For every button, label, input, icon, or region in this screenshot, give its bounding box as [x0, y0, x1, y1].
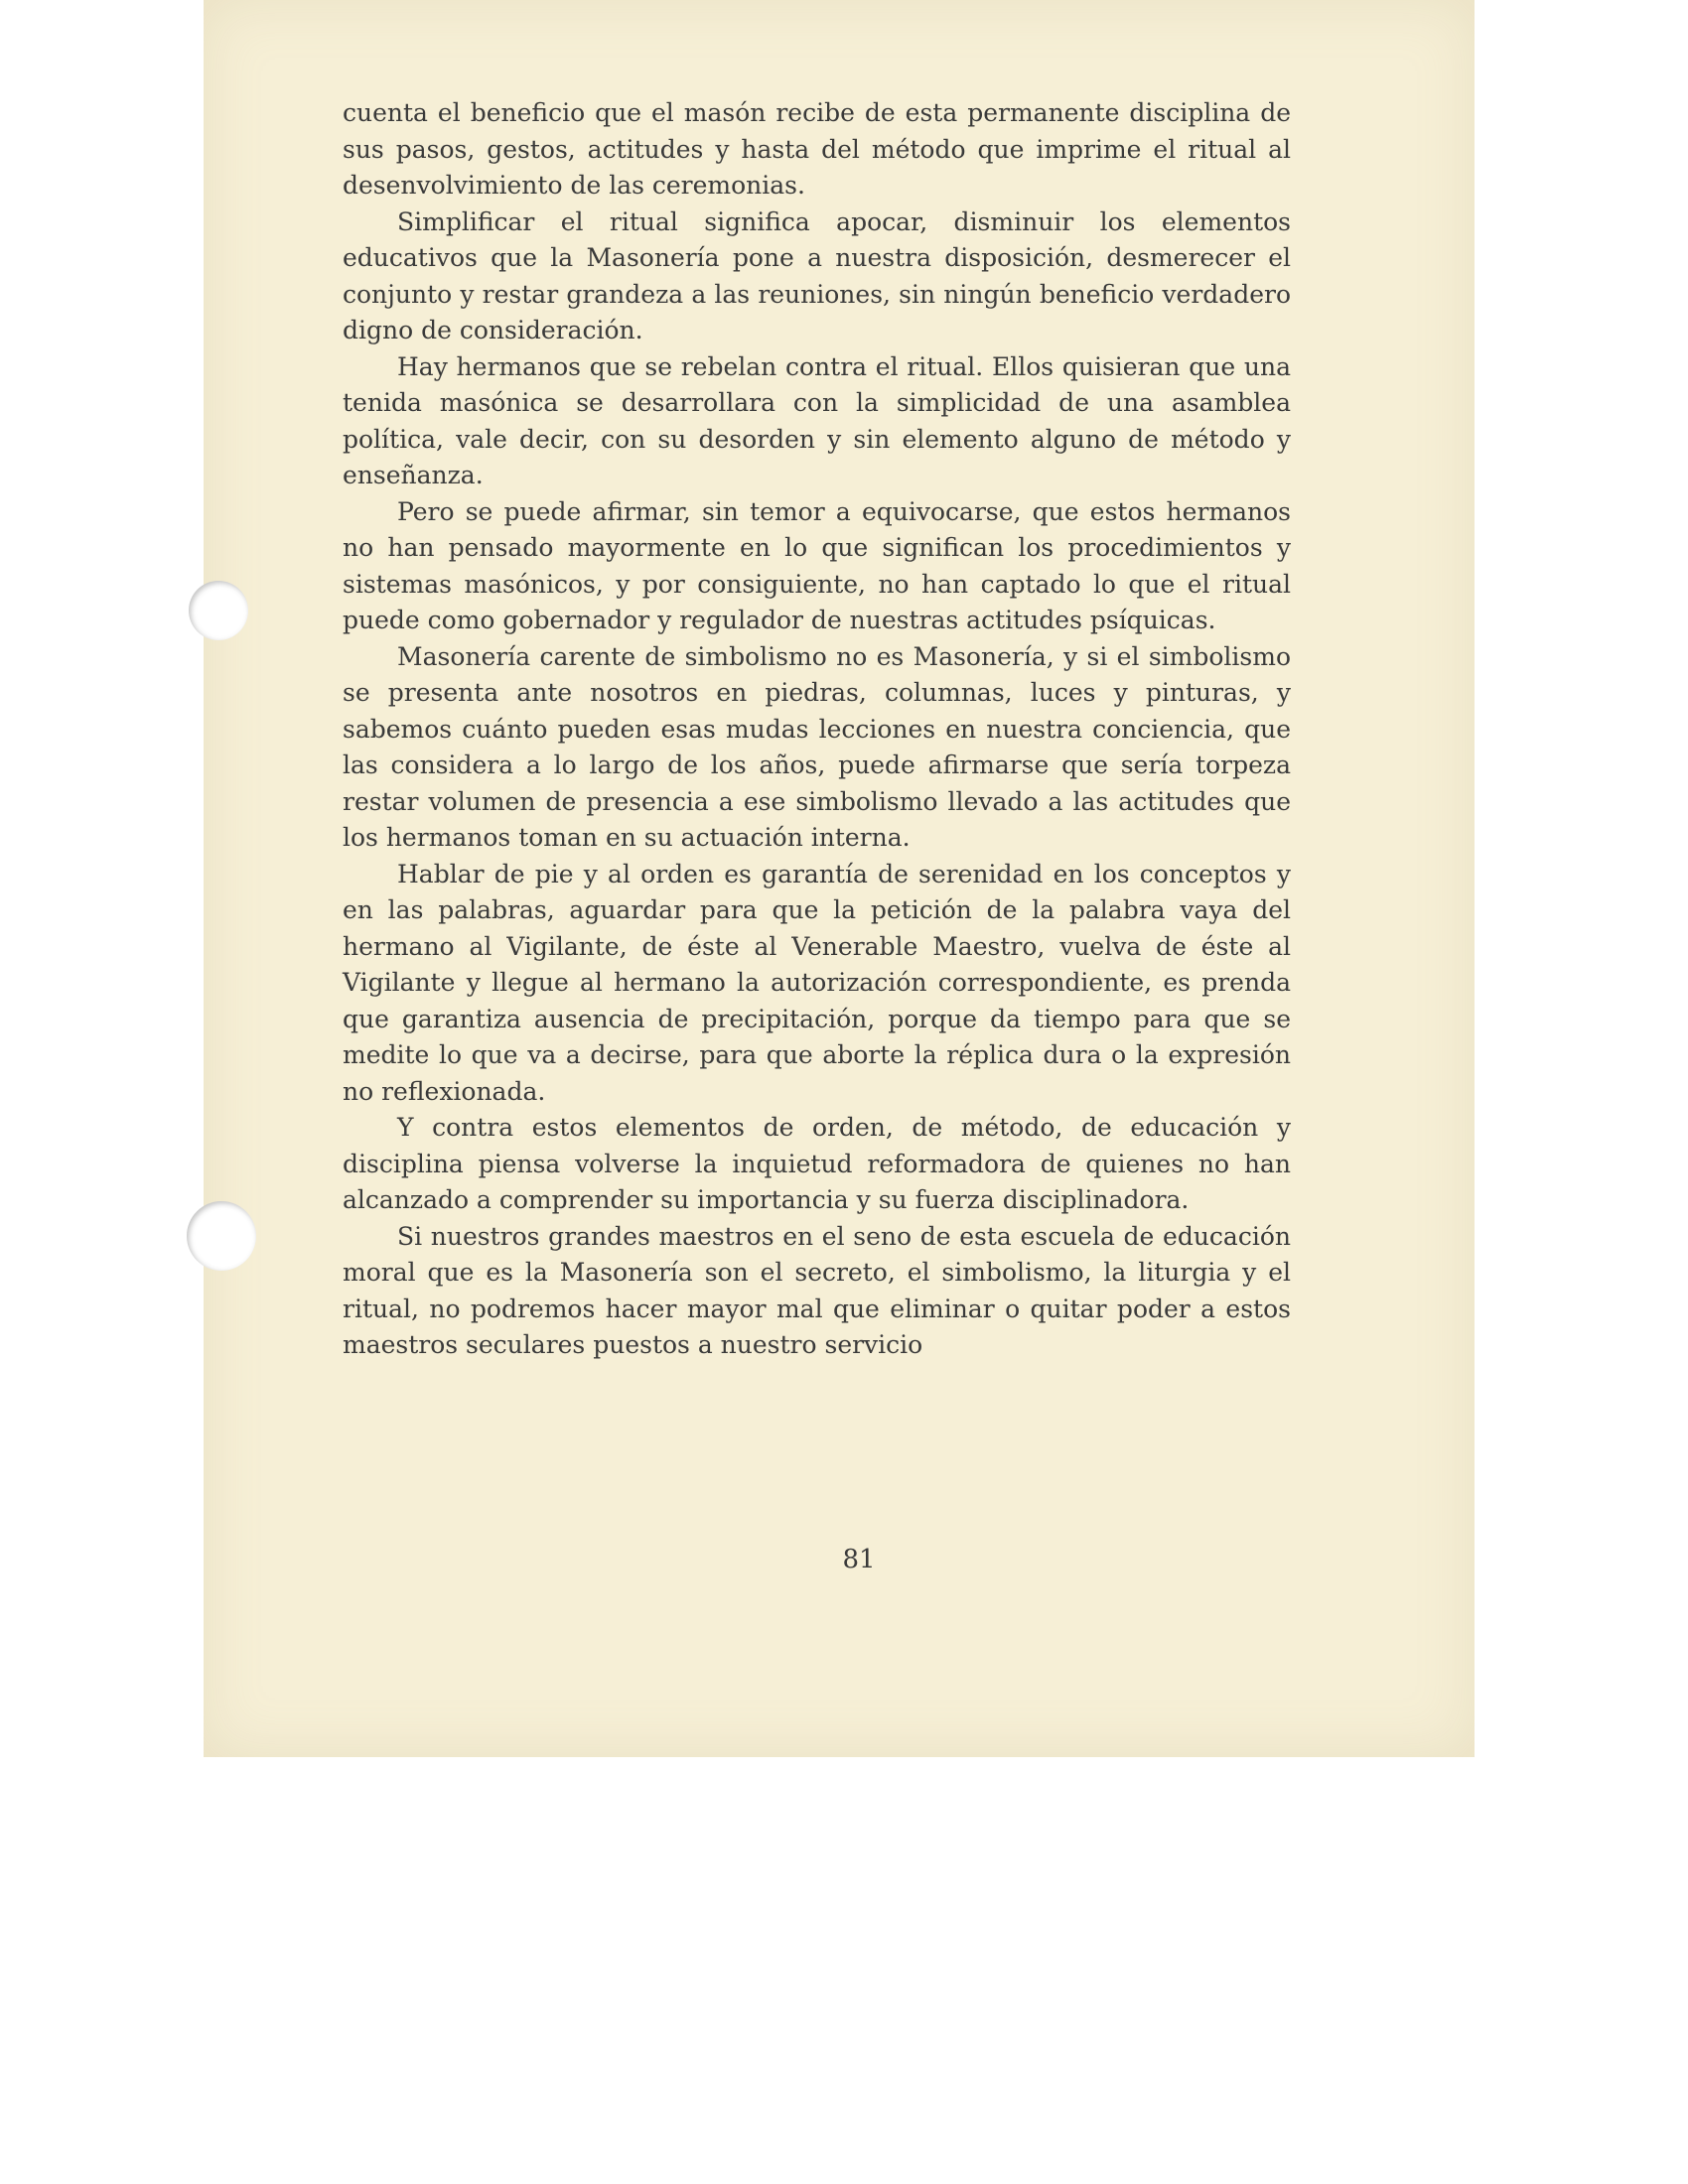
paragraph-3: Hay hermanos que se rebelan contra el ritual. Ellos quisieran que una tenida masónica se desarrollara con la simplicidad de una asamblea política, vale decir, con su desorden y sin elemento alguno de método y enseñanza. [343, 351, 1291, 489]
paragraph-8: Si nuestros grandes maestros en el seno de esta escuela de educación moral que es la Masonería son el secreto, el simbolismo, la liturgia y el ritual, no podremos hacer mayor mal que eliminar o quitar poder a estos maestros seculares puestos a nuestro servicio [343, 1221, 1291, 1359]
paragraph-7: Y contra estos elementos de orden, de método, de educación y disciplina piensa volverse la inquietud reformadora de quienes no han alcanzado a comprender su importancia y su fuerza disciplinadora. [343, 1113, 1291, 1214]
paragraph-2: Simplificar el ritual significa apocar, disminuir los elementos educativos que la Masonería pone a nuestra disposición, desmerecer el conjunto y restar grandeza a las reuniones, sin ningún beneficio verdadero digno de consideración. [343, 206, 1291, 344]
paragraph-1: cuenta el beneficio que el masón recibe de esta permanente disciplina de sus pasos, gestos, actitudes y hasta del método que imprime el ritual al desenvolvimiento de las ceremonias. [343, 98, 1291, 200]
paragraph-5: Masonería carente de simbolismo no es Masonería, y si el simbolismo se presenta ante nosotros en piedras, columnas, luces y pinturas, y sabemos cuánto pueden esas mudas lecciones en nuestra conciencia, que las considera a lo largo de los años, puede afirmarse que sería torpeza restar volumen de presencia a ese simbolismo llevado a las actitudes que los hermanos toman en su actuación interna. [343, 641, 1291, 852]
punch-hole-bottom [187, 1201, 256, 1271]
punch-hole-top [189, 581, 248, 640]
page-number: 81 [842, 1545, 876, 1574]
paragraph-6: Hablar de pie y al orden es garantía de serenidad en los conceptos y en las palabras, aguardar para que la petición de la palabra vaya del hermano al Vigilante, de éste al Venerable Maestro, vuelva de éste al Vigilante y llegue al hermano la autorización correspondiente, es prenda que garantiza ausencia de precipitación, porque da tiempo para que se medite lo que va a decirse, para que aborte la réplica dura o la expresión no reflexionada. [343, 859, 1291, 1106]
paragraph-4: Pero se puede afirmar, sin temor a equivocarse, que estos hermanos no han pensado mayormente en lo que significan los procedimientos y sistemas masónicos, y por consiguiente, no han captado lo que el ritual puede como gobernador y regulador de nuestras actitudes psíquicas. [343, 496, 1291, 634]
body-text [343, 95, 1291, 1364]
